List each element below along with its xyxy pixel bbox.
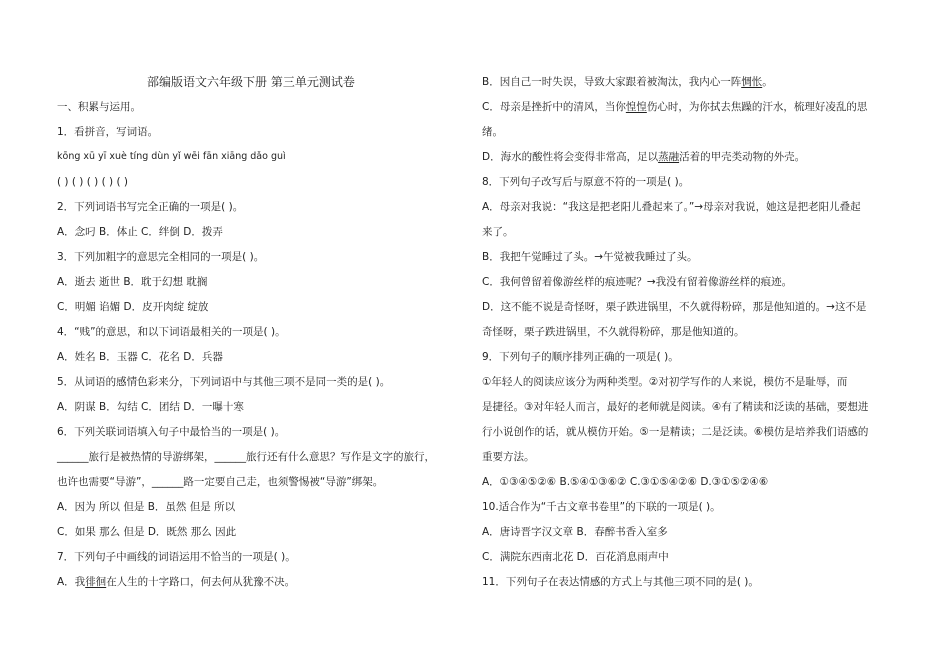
right-line-0 <box>482 75 773 89</box>
line-text: 8．下列句子改写后与原意不符的一项是( )。 <box>482 176 690 188</box>
line-text: A．①③④⑤②⑥ B.⑤④①③⑥② C.③①⑤④②⑥ D.③①⑤②④⑥ <box>482 476 769 488</box>
right-line-4 <box>482 175 689 189</box>
answer-blanks: ( ) ( ) ( ) ( ) ( ) <box>57 176 129 188</box>
right-line-5 <box>482 200 861 214</box>
question-2-options: A．念叼 B．体止 C．绊倒 D．拨弄 <box>57 226 223 238</box>
line-text: 9．下列句子的顺序排列正确的一项是( )。 <box>482 351 679 363</box>
right-line-1 <box>482 100 867 114</box>
line-text: A．唐诗晋字汉文章 B．春醉书香入室多 <box>482 526 668 538</box>
line-text-suffix: 活着的甲壳类动物的外壳。 <box>679 151 806 163</box>
question-4: 4．“贱”的意思，和以下词语最相关的一项是( )。 <box>57 326 286 338</box>
line-text: 是捷径。③对年轻人而言，最好的老师就是阅读。④有了精读和泛读的基础，要想进 <box>482 401 869 413</box>
question-6-options-cd: C．如果 那么 但是 D．既然 那么 因此 <box>57 526 237 538</box>
question-4-options: A．姓名 B．玉器 C．花名 D．兵器 <box>57 351 223 363</box>
question-2: 2．下列词语书写完全正确的一项是( )。 <box>57 201 244 213</box>
right-line-13 <box>482 400 868 414</box>
line-text: 来了。 <box>482 226 514 238</box>
q7a-underlined-word: 徘徊 <box>85 576 107 588</box>
question-1: 1．看拼音，写词语。 <box>57 126 159 138</box>
line-text: B．因自己一时失误，导致大家跟着被淘汰，我内心一阵 <box>482 76 742 88</box>
right-line-3 <box>482 150 805 164</box>
line-text: 11．下列句子在表达情感的方式上与其他三项不同的是( )。 <box>482 576 759 588</box>
q7a-prefix: A．我 <box>57 576 86 588</box>
line-text: 奇怪呀，栗子跌进锅里，不久就得粉碎，那是他知道的。 <box>482 326 745 338</box>
right-line-16 <box>482 475 768 489</box>
right-line-15 <box>482 450 535 464</box>
right-line-2 <box>482 125 503 139</box>
right-line-20 <box>482 575 759 589</box>
question-6-passage-2: 也许也需要“导游”，______路一定要自己走，也须警惕被“导游”绑架。 <box>57 476 384 488</box>
right-line-14 <box>482 425 868 439</box>
right-line-17 <box>482 500 721 514</box>
question-3: 3．下列加粗字的意思完全相同的一项是( )。 <box>57 251 265 263</box>
question-6-passage-1: ______旅行是被热情的导游绑架，______旅行还有什么意思？写作是文字的旅行， <box>57 451 435 463</box>
line-text: D．这不能不说是奇怪呀，栗子跌进锅里，不久就得粉碎，那是他知道的。→这不是 <box>482 301 867 313</box>
q7a-suffix: 在人生的十字路口，何去何从犹豫不决。 <box>106 576 296 588</box>
question-6: 6．下列关联词语填入句子中最恰当的一项是( )。 <box>57 426 286 438</box>
question-3-options-ab: A．逝去 逝世 B．耽于幻想 耽搁 <box>57 276 208 288</box>
right-line-8 <box>482 275 792 289</box>
question-6-options-ab: A．因为 所以 但是 B．虽然 但是 所以 <box>57 501 236 513</box>
line-text: A．母亲对我说：“我这是把老阳儿叠起来了。”→母亲对我说，她这是把老阳儿叠起 <box>482 201 861 213</box>
line-text: D．海水的酸性将会变得非常高，足以 <box>482 151 659 163</box>
right-line-10 <box>482 325 745 339</box>
line-text: 重要方法。 <box>482 451 535 463</box>
underlined-word: 蒸融 <box>658 151 680 163</box>
right-line-19 <box>482 550 669 564</box>
line-text: C．母亲是挫折中的清风，当你 <box>482 101 626 113</box>
right-line-11 <box>482 350 679 364</box>
question-7: 7．下列句子中画线的词语运用不恰当的一项是( )。 <box>57 551 296 563</box>
line-text-suffix: 。 <box>762 76 773 88</box>
line-text: 10.适合作为“千古文章书卷里”的下联的一项是( )。 <box>482 501 721 513</box>
right-line-9 <box>482 300 866 314</box>
line-text: B．我把午觉睡过了头。→午觉被我睡过了头。 <box>482 251 698 263</box>
right-line-12 <box>482 375 847 389</box>
question-5-options: A．阴谋 B．勾结 C．团结 D．一曝十寒 <box>57 401 244 413</box>
right-line-18 <box>482 525 668 539</box>
line-text: C．满院东西南北花 D．百花消息雨声中 <box>482 551 669 563</box>
question-3-options-cd: C．明媚 谄媚 D．皮开肉绽 绽放 <box>57 301 209 313</box>
right-line-7 <box>482 250 698 264</box>
section-heading: 一、积累与运用。 <box>57 101 141 113</box>
line-text: 绪。 <box>482 126 503 138</box>
underlined-word: 惆怅 <box>741 76 763 88</box>
underlined-word: 惶惶 <box>625 101 647 113</box>
line-text: 行小说创作的话，就从模仿开始。⑤一是精读；二是泛读。⑥模仿是培养我们语感的 <box>482 426 869 438</box>
line-text: C．我何曾留着像游丝样的痕迹呢？→我没有留着像游丝样的痕迹。 <box>482 276 793 288</box>
line-text-suffix: 伤心时，为你拭去焦躁的汗水，梳理好凌乱的思 <box>646 101 868 113</box>
pinyin-line: kōng xū yī xuè tíng dùn yǐ wēi fān xiāng dǎo guì <box>57 151 286 162</box>
exam-title: 部编版语文六年级下册 第三单元测试卷 <box>147 75 355 89</box>
question-5: 5．从词语的感情色彩来分，下列词语中与其他三项不是同一类的是( )。 <box>57 376 391 388</box>
line-text: ①年轻人的阅读应该分为两种类型。②对初学写作的人来说，模仿不是耻辱，而 <box>482 376 848 388</box>
question-7-option-a <box>57 575 295 589</box>
right-line-6 <box>482 225 514 239</box>
